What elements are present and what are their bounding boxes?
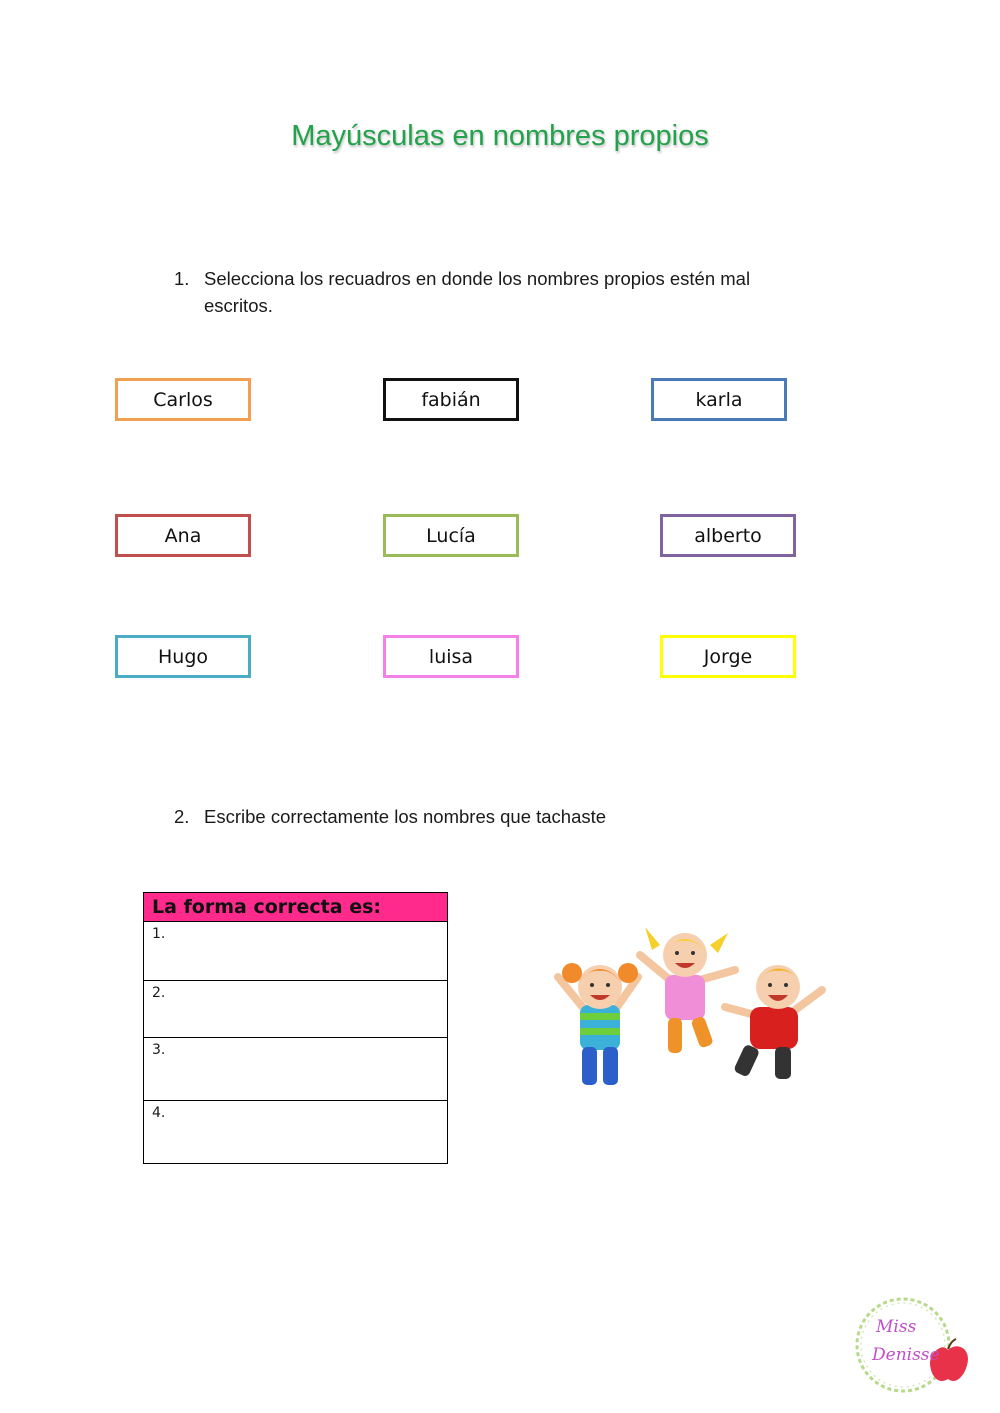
- question-1-number: 1.: [174, 268, 190, 289]
- name-box-karla[interactable]: karla: [651, 378, 787, 421]
- child-right: [725, 965, 822, 1079]
- logo-line-2: Denisse: [872, 1345, 940, 1365]
- name-box-jorge[interactable]: Jorge: [660, 635, 796, 678]
- name-box-hugo[interactable]: Hugo: [115, 635, 251, 678]
- question-1: [174, 265, 814, 319]
- answer-row-number: 2.: [152, 985, 166, 1001]
- answer-row-number: 1.: [152, 926, 166, 942]
- name-box-alberto[interactable]: alberto: [660, 514, 796, 557]
- answer-row-1[interactable]: [144, 922, 448, 981]
- question-2-text: Escribe correctamente los nombres que tachaste: [204, 806, 607, 827]
- name-box-lucia[interactable]: Lucía: [383, 514, 519, 557]
- answer-table: [143, 892, 448, 1164]
- answer-table-header: La forma correcta es:: [144, 893, 448, 922]
- page-title: Mayúsculas en nombres propios: [291, 120, 709, 152]
- answer-row-4[interactable]: [144, 1101, 448, 1164]
- answer-row-number: 4.: [152, 1105, 166, 1121]
- child-left: [558, 963, 638, 1085]
- question-2: [174, 803, 814, 830]
- miss-denisse-logo: [848, 1295, 973, 1395]
- jumping-children-illustration: [540, 915, 840, 1115]
- question-1-text: Selecciona los recuadros en donde los nombres propios estén mal escritos.: [204, 268, 751, 316]
- child-middle: [640, 927, 735, 1053]
- answer-row-2[interactable]: [144, 981, 448, 1038]
- logo-line-1: Miss: [876, 1317, 917, 1337]
- name-box-luisa[interactable]: luisa: [383, 635, 519, 678]
- answer-row-3[interactable]: [144, 1038, 448, 1101]
- name-box-carlos[interactable]: Carlos: [115, 378, 251, 421]
- question-2-number: 2.: [174, 806, 190, 827]
- answer-row-number: 3.: [152, 1042, 166, 1058]
- name-box-ana[interactable]: Ana: [115, 514, 251, 557]
- name-box-fabian[interactable]: fabián: [383, 378, 519, 421]
